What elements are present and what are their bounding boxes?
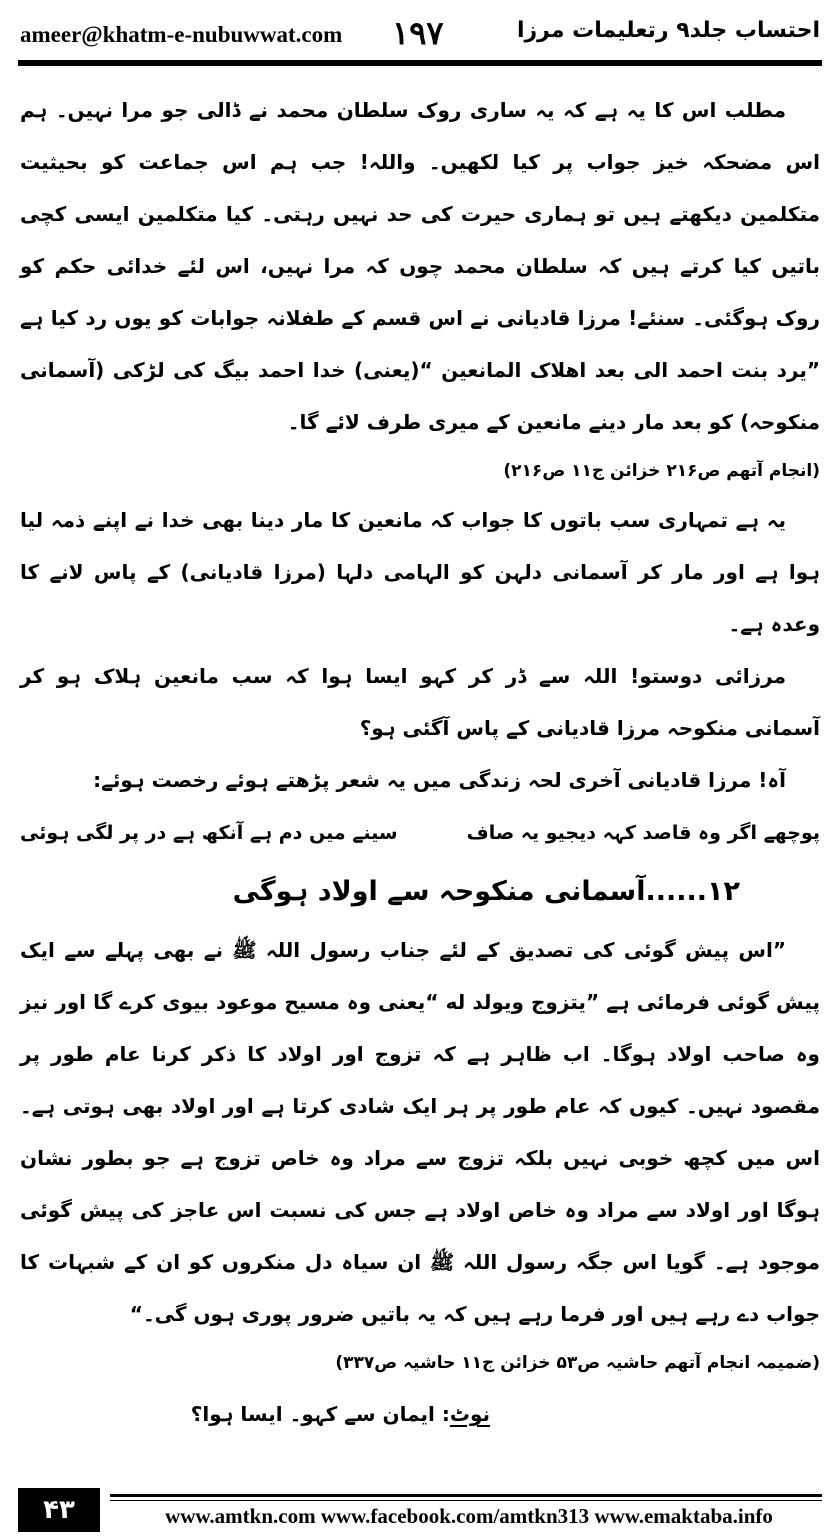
header-title: احتساب جلد۹ رتعلیمات مرزا <box>516 18 820 43</box>
footer-rule <box>110 1494 822 1497</box>
note-label: نوٹ <box>449 1402 490 1426</box>
footer-urls: www.amtkn.com www.facebook.com/amtkn313 www.emaktaba.info <box>165 1504 773 1528</box>
paragraph-3: مرزائی دوستو! اللہ سے ڈر کر کہو ایسا ہوا کہ سب مانعین ہلاک ہو کر آسمانی منکوحہ مرزا قادیانی کے پاس آگئی ہو؟ <box>20 664 820 740</box>
verse-first-line: پوچھے اگر وہ قاصد کہہ دیجیو یہ صاف <box>466 822 820 844</box>
reference-1: (انجام آتھم ص۲۱۶ خزائن ج۱۱ ص۲۱۶) <box>503 461 820 481</box>
paragraph-5 <box>20 924 820 1340</box>
paragraph-5-end: “یعنی وہ مسیح موعود بیوی کرے گا اور نیز وہ صاحب اولاد ہوگا۔ اب ظاہر ہے کہ تزوج اور اولاد کا ذکر کرنا عام طور پر مقصود نہیں۔ کیوں کہ عام طور پر ہر ایک شادی کرتا ہے اور اولاد بھی ہوتی ہے۔ اس میں کچھ خوبی نہیں بلکہ تزوج سے مراد وہ خاص تزوج ہے جو بطور نشان ہوگا اور اولاد سے مراد وہ خاص اولاد ہے جس کی نسبت اس عاجز کی پیش گوئی موجود ہے۔ گویا اس جگہ رسول اللہ ﷺ ان سیاہ دل منکروں کو ان کے شبہات کا جواب دے رہے ہیں اور فرما رہے ہیں کہ یہ باتیں ضرور پوری ہوں گی۔“ <box>20 990 820 1326</box>
note-text: : ایمان سے کہو۔ ایسا ہوا؟ <box>190 1402 450 1426</box>
paragraph-1-end: “(یعنی) خدا احمد بیگ کی لڑکی (آسمانی منکوحہ) کو بعد مار دینے مانعین کے میری طرف لائے گا۔ <box>20 358 820 434</box>
poetry-couplet <box>20 806 820 860</box>
arabic-quote-2: یتزوج ویولد له <box>445 990 586 1014</box>
paragraph-1 <box>20 84 820 448</box>
reference-2: (ضمیمہ انجام آتھم حاشیہ ص۵۳ خزائن ج۱۱ حاشیہ ص۳۳۷) <box>335 1353 820 1373</box>
arabic-quote-1: یرد بنت احمد الی بعد اهلاک المانعین <box>441 358 807 382</box>
verse-second-line: سینے میں دم ہے آنکھ ہے در پر لگی ہوئی <box>20 822 398 844</box>
paragraph-4: آہ! مرزا قادیانی آخری لحہ زندگی میں یہ شعر پڑھتے ہوئے رخصت ہوئے: <box>93 768 786 792</box>
header-page-number: ۱۹۷ <box>392 15 444 51</box>
section-heading: ۱۲......آسمانی منکوحہ سے اولاد ہوگی <box>232 876 740 907</box>
paragraph-5-text: ”اس پیش گوئی کی تصدیق کے لئے جناب رسول اللہ ﷺ نے بھی پہلے سے ایک پیش گوئی فرمائی ہے ” <box>20 938 821 1014</box>
footer-page-number: ۴۳ <box>18 1488 100 1532</box>
footer-rule-thin <box>110 1500 822 1501</box>
header-rule <box>18 60 822 66</box>
page-body <box>20 84 820 1442</box>
paragraph-1-text: مطلب اس کا یہ ہے کہ یہ ساری روک سلطان محمد نے ڈالی جو مرا نہیں۔ ہم اس مضحکہ خیز جواب پر کیا لکھیں۔ واللہ! جب ہم اس جماعت کو بحیثیت متکلمین دیکھتے ہیں تو ہماری حیرت کی حد نہیں رہتی۔ کیا متکلمین ایسی کچی باتیں کیا کرتے ہیں کہ سلطان محمد چوں کہ مرا نہیں، اس لئے خدائی حکم کو روک ہوگئی۔ سنئے! مرزا قادیانی نے اس قسم کے طفلانہ جوابات کو یوں رد کیا ہے ” <box>20 98 820 382</box>
page-header <box>20 14 820 58</box>
paragraph-2: یہ ہے تمہاری سب باتوں کا جواب کہ مانعین کا مار دینا بھی خدا نے اپنے ذمہ لیا ہوا ہے اور مار کر آسمانی دلہن کو الہامی دلہا (مرزا قادیانی) کے پاس لانے کا وعدہ ہے۔ <box>20 508 820 636</box>
note <box>20 1386 820 1442</box>
header-email: ameer@khatm-e-nubuwwat.com <box>20 22 343 47</box>
